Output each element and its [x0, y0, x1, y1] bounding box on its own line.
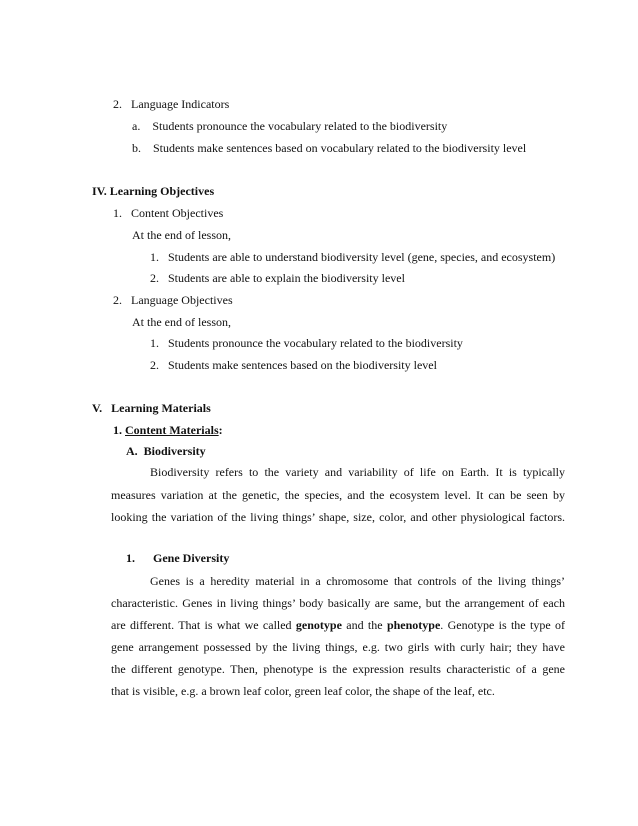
content-objectives-heading: 1. Content Objectives — [113, 206, 224, 220]
paragraph-line: Biodiversity refers to the variety and variability of life on Earth. It is typically — [150, 465, 565, 479]
paragraph-line: are different. That is what we called genotype and the phenotype. Genotype is the type of — [111, 618, 565, 632]
learning-materials-heading: V. Learning Materials — [92, 401, 211, 415]
objectives-intro: At the end of lesson, — [132, 228, 231, 242]
list-item: 1. Students pronounce the vocabulary related to the biodiversity — [150, 336, 463, 350]
content-materials-heading: 1. Content Materials: — [113, 423, 223, 437]
list-item: 2. Students are able to explain the biodiversity level — [150, 271, 405, 285]
paragraph-line: gene arrangement possessed by the living things, e.g. two girls with curly hair; they have — [111, 640, 565, 654]
objectives-intro: At the end of lesson, — [132, 315, 231, 329]
list-item: 2. Students make sentences based on the biodiversity level — [150, 358, 437, 372]
list-item: a. Students pronounce the vocabulary related to the biodiversity — [132, 119, 448, 133]
gene-diversity-heading: 1. Gene Diversity — [126, 551, 230, 565]
paragraph-line: looking the variation of the living things’ shape, size, color, and other physiological factors. — [111, 510, 565, 524]
language-objectives-heading: 2. Language Objectives — [113, 293, 233, 307]
learning-objectives-heading: IV. Learning Objectives — [92, 184, 215, 198]
paragraph-line: the different genotype. Then, phenotype is the expression results characteristic of a gene — [111, 662, 565, 676]
paragraph-line: measures variation at the genetic, the species, and the ecosystem level. It can be seen by — [111, 488, 565, 502]
language-indicators-heading — [113, 97, 229, 111]
list-number: 2. — [113, 97, 122, 111]
term-phenotype: phenotype — [386, 618, 441, 632]
biodiversity-heading: A. Biodiversity — [126, 444, 206, 458]
paragraph-line: that is visible, e.g. a brown leaf color, green leaf color, the shape of the leaf, etc. — [111, 684, 495, 698]
section-title: Language Indicators — [131, 97, 230, 111]
paragraph-line: Genes is a heredity material in a chromosome that controls of the living things’ — [150, 574, 565, 588]
term-genotype: genotype — [295, 618, 342, 632]
paragraph-line: characteristic. Genes in living things’ body basically are same, but the arrangement of each — [111, 596, 565, 610]
list-item: b. Students make sentences based on vocabulary related to the biodiversity level — [132, 141, 527, 155]
list-item: 1. Students are able to understand biodiversity level (gene, species, and ecosystem) — [150, 250, 556, 264]
